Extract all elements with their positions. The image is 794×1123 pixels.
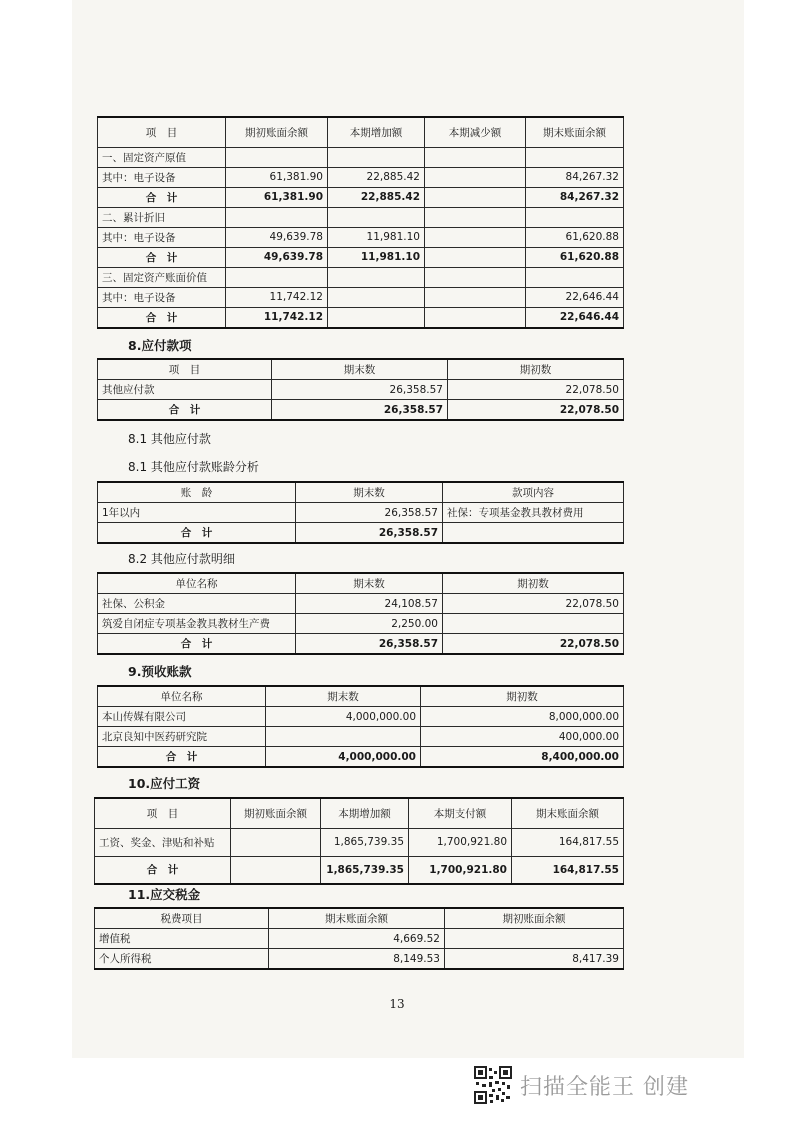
table-cell: 61,381.90 [226, 187, 328, 207]
table-cell [526, 207, 624, 227]
table-cell [425, 147, 526, 167]
table-cell [425, 167, 526, 187]
row-label: 本山传媒有限公司 [98, 707, 266, 727]
row-label: 其中：电子设备 [98, 167, 226, 187]
table-cell: 社保：专项基金教具教材费用 [443, 503, 624, 523]
table-cell: 84,267.32 [526, 187, 624, 207]
table-cell [328, 147, 425, 167]
column-header: 税费项目 [95, 908, 269, 929]
table-header-row [98, 573, 624, 594]
table-cell [226, 207, 328, 227]
row-label: 合 计 [98, 747, 266, 768]
table-row [98, 207, 624, 227]
payables-section [97, 358, 624, 421]
table-cell: 49,639.78 [226, 227, 328, 247]
taxes-table [94, 907, 624, 970]
table-cell [425, 247, 526, 267]
table-row [95, 929, 624, 949]
column-header: 本期支付额 [409, 798, 512, 828]
column-header: 账 龄 [98, 482, 296, 503]
column-header: 期初账面余额 [231, 798, 321, 828]
table-cell: 26,358.57 [296, 634, 443, 655]
section-title-advance: 9.预收账款 [128, 664, 192, 679]
column-header: 期末数 [296, 482, 443, 503]
table-cell [328, 287, 425, 307]
table-row [95, 828, 624, 856]
column-header: 本期增加额 [328, 117, 425, 147]
detail-table [97, 572, 624, 655]
column-header: 项 目 [98, 117, 226, 147]
table-cell [266, 727, 421, 747]
wages-table [94, 797, 624, 885]
table-row [98, 267, 624, 287]
table-header-row [98, 686, 624, 707]
column-header: 期末数 [296, 573, 443, 594]
column-header: 本期减少额 [425, 117, 526, 147]
detail-section [97, 572, 624, 655]
column-header: 期初数 [421, 686, 624, 707]
column-header: 项 目 [98, 359, 272, 380]
table-row [98, 503, 624, 523]
total-row [98, 247, 624, 267]
row-label: 北京良知中医药研究院 [98, 727, 266, 747]
column-header: 期末账面余额 [269, 908, 445, 929]
section-title-payables: 8.应付款项 [128, 338, 192, 353]
table-cell: 1,865,739.35 [321, 828, 409, 856]
table-cell: 22,646.44 [526, 307, 624, 328]
table-cell: 22,078.50 [448, 380, 624, 400]
section-title-taxes: 11.应交税金 [128, 887, 201, 902]
table-header-row [98, 359, 624, 380]
table-cell: 26,358.57 [296, 523, 443, 544]
table-cell: 400,000.00 [421, 727, 624, 747]
table-cell: 2,250.00 [296, 614, 443, 634]
table-cell: 11,742.12 [226, 287, 328, 307]
table-cell [425, 287, 526, 307]
total-row [98, 634, 624, 655]
table-cell: 22,078.50 [443, 634, 624, 655]
table-row [95, 949, 624, 970]
table-row [98, 287, 624, 307]
taxes-section [94, 907, 624, 970]
table-cell: 22,078.50 [443, 594, 624, 614]
row-label: 增值税 [95, 929, 269, 949]
column-header: 期初账面余额 [226, 117, 328, 147]
row-label: 合 计 [98, 307, 226, 328]
table-row [98, 147, 624, 167]
table-cell [328, 307, 425, 328]
table-header-row [98, 117, 624, 147]
table-cell [226, 267, 328, 287]
table-cell [226, 147, 328, 167]
table-cell: 24,108.57 [296, 594, 443, 614]
table-row [98, 594, 624, 614]
scanner-watermark [474, 1066, 689, 1104]
table-cell: 49,639.78 [226, 247, 328, 267]
section-title-wages: 10.应付工资 [128, 776, 201, 791]
table-row [98, 380, 624, 400]
row-label: 合 计 [95, 856, 231, 884]
column-header: 单位名称 [98, 686, 266, 707]
advance-receipts-table [97, 685, 624, 768]
aging-table [97, 481, 624, 544]
row-label: 社保、公积金 [98, 594, 296, 614]
table-cell [526, 147, 624, 167]
table-cell [231, 856, 321, 884]
table-row [98, 727, 624, 747]
fixed-assets-table [97, 116, 624, 329]
table-cell: 26,358.57 [272, 400, 448, 421]
total-row [98, 187, 624, 207]
table-cell: 61,381.90 [226, 167, 328, 187]
table-cell: 26,358.57 [296, 503, 443, 523]
table-cell: 84,267.32 [526, 167, 624, 187]
row-label: 其中：电子设备 [98, 227, 226, 247]
qr-code-icon [474, 1066, 512, 1104]
table-cell [526, 267, 624, 287]
table-cell [425, 187, 526, 207]
table-cell: 61,620.88 [526, 227, 624, 247]
table-cell: 164,817.55 [512, 828, 624, 856]
table-cell: 61,620.88 [526, 247, 624, 267]
row-label: 其中：电子设备 [98, 287, 226, 307]
aging-section [97, 481, 624, 544]
table-cell: 4,000,000.00 [266, 747, 421, 768]
total-row [95, 856, 624, 884]
table-cell: 26,358.57 [272, 380, 448, 400]
row-label: 筑爱自闭症专项基金教具教材生产费 [98, 614, 296, 634]
table-cell [443, 614, 624, 634]
table-header-row [98, 482, 624, 503]
column-header: 期末数 [266, 686, 421, 707]
table-cell [328, 207, 425, 227]
fixed-assets-section [97, 116, 624, 329]
table-cell: 11,981.10 [328, 247, 425, 267]
column-header: 期末账面余额 [526, 117, 624, 147]
row-label: 合 计 [98, 187, 226, 207]
total-row [98, 523, 624, 544]
table-cell: 11,742.12 [226, 307, 328, 328]
table-cell [231, 828, 321, 856]
subsection-title-detail: 8.2 其他应付款明细 [128, 552, 235, 566]
table-cell [443, 523, 624, 544]
payables-table [97, 358, 624, 421]
table-cell: 8,000,000.00 [421, 707, 624, 727]
table-cell [328, 267, 425, 287]
table-cell: 1,700,921.80 [409, 856, 512, 884]
row-label: 其他应付款 [98, 380, 272, 400]
row-label: 合 计 [98, 634, 296, 655]
table-cell: 8,417.39 [445, 949, 624, 970]
wages-section [94, 797, 624, 885]
subsection-title-aging: 8.1 其他应付款账龄分析 [128, 460, 259, 474]
table-cell [425, 227, 526, 247]
table-cell: 8,149.53 [269, 949, 445, 970]
table-cell: 22,078.50 [448, 400, 624, 421]
subsection-title-other-payables: 8.1 其他应付款 [128, 432, 211, 446]
watermark-text: 扫描全能王 创建 [520, 1074, 689, 1100]
total-row [98, 307, 624, 328]
row-label: 三、固定资产账面价值 [98, 267, 226, 287]
table-cell [425, 307, 526, 328]
column-header: 单位名称 [98, 573, 296, 594]
table-cell: 164,817.55 [512, 856, 624, 884]
row-label: 二、累计折旧 [98, 207, 226, 227]
table-row [98, 614, 624, 634]
total-row [98, 400, 624, 421]
table-cell: 22,885.42 [328, 187, 425, 207]
row-label: 1年以内 [98, 503, 296, 523]
row-label: 工资、奖金、津贴和补贴 [95, 828, 231, 856]
table-row [98, 227, 624, 247]
column-header: 期末账面余额 [512, 798, 624, 828]
column-header: 期初账面余额 [445, 908, 624, 929]
row-label: 个人所得税 [95, 949, 269, 970]
table-cell: 4,669.52 [269, 929, 445, 949]
table-cell: 1,700,921.80 [409, 828, 512, 856]
row-label: 合 计 [98, 400, 272, 421]
column-header: 款项内容 [443, 482, 624, 503]
table-cell: 11,981.10 [328, 227, 425, 247]
table-row [98, 707, 624, 727]
table-cell: 4,000,000.00 [266, 707, 421, 727]
table-cell [445, 929, 624, 949]
table-header-row [95, 798, 624, 828]
total-row [98, 747, 624, 768]
table-cell [425, 267, 526, 287]
column-header: 期初数 [448, 359, 624, 380]
page-number: 13 [389, 997, 405, 1011]
table-cell [425, 207, 526, 227]
table-cell: 22,885.42 [328, 167, 425, 187]
table-row [98, 167, 624, 187]
row-label: 合 计 [98, 247, 226, 267]
table-header-row [95, 908, 624, 929]
row-label: 合 计 [98, 523, 296, 544]
column-header: 本期增加额 [321, 798, 409, 828]
column-header: 项 目 [95, 798, 231, 828]
table-cell: 22,646.44 [526, 287, 624, 307]
column-header: 期初数 [443, 573, 624, 594]
column-header: 期末数 [272, 359, 448, 380]
table-cell: 8,400,000.00 [421, 747, 624, 768]
advance-section [97, 685, 624, 768]
table-cell: 1,865,739.35 [321, 856, 409, 884]
row-label: 一、固定资产原值 [98, 147, 226, 167]
